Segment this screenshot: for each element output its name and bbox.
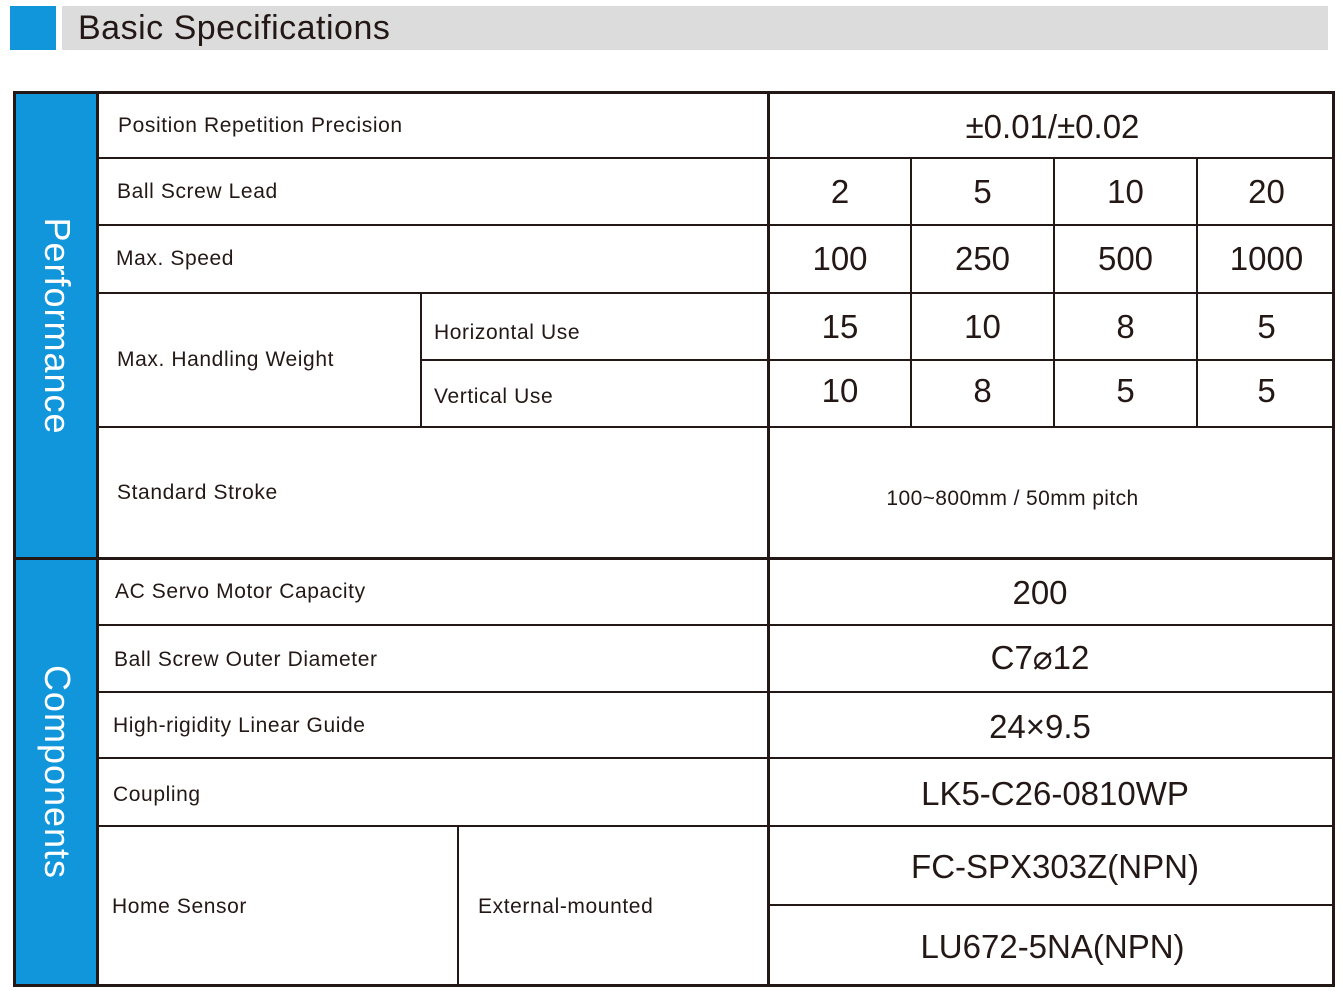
value-position-precision: ±0.01/±0.02 [965, 108, 1140, 145]
value-standard-stroke: 100~800mm / 50mm pitch [886, 486, 1139, 510]
value-vertical-2: 8 [973, 372, 992, 409]
value-ball-screw-diameter: C7⌀12 [990, 639, 1090, 676]
label-position-precision: Position Repetition Precision [118, 113, 403, 137]
label-ball-screw-diameter: Ball Screw Outer Diameter [114, 648, 378, 671]
value-horizontal-2: 10 [964, 307, 1001, 345]
section-components-label: Components [36, 664, 78, 880]
value-speed-3: 500 [1097, 240, 1154, 277]
section-performance-label: Performance [36, 216, 78, 435]
label-coupling: Coupling [113, 783, 201, 806]
label-max-handling-weight: Max. Handling Weight [117, 348, 335, 371]
value-home-sensor-2: LU672-5NA(NPN) [920, 927, 1185, 965]
section-components [16, 560, 97, 984]
value-horizontal-4: 5 [1257, 307, 1276, 345]
value-ac-servo-motor: 200 [1012, 574, 1068, 611]
value-lead-3: 10 [1107, 173, 1144, 210]
value-lead-1: 2 [830, 173, 850, 210]
label-standard-stroke: Standard Stroke [117, 480, 278, 504]
label-linear-guide: High-rigidity Linear Guide [113, 713, 366, 737]
value-horizontal-1: 15 [821, 307, 859, 345]
value-vertical-4: 5 [1257, 372, 1276, 409]
value-linear-guide: 24×9.5 [989, 708, 1091, 745]
value-speed-1: 100 [812, 240, 868, 277]
section-performance [16, 94, 97, 557]
value-vertical-3: 5 [1116, 372, 1135, 409]
page-title: Basic Specifications [78, 9, 391, 47]
column-divider [96, 91, 99, 987]
value-coupling: LK5-C26-0810WP [921, 775, 1189, 812]
label-ac-servo-motor: AC Servo Motor Capacity [115, 580, 366, 603]
value-vertical-1: 10 [821, 372, 859, 409]
label-vertical-use: Vertical Use [434, 385, 554, 408]
value-horizontal-3: 8 [1116, 307, 1135, 345]
label-horizontal-use: Horizontal Use [434, 321, 581, 344]
value-lead-4: 20 [1248, 173, 1285, 210]
value-home-sensor-1: FC-SPX303Z(NPN) [911, 847, 1199, 885]
column-divider [420, 292, 422, 427]
label-external-mounted: External-mounted [478, 895, 654, 918]
value-speed-4: 1000 [1229, 240, 1304, 277]
label-home-sensor: Home Sensor [112, 895, 247, 918]
value-lead-2: 5 [973, 173, 992, 210]
label-max-speed: Max. Speed [116, 247, 235, 270]
header-accent-block [10, 6, 56, 50]
label-ball-screw-lead: Ball Screw Lead [117, 179, 278, 203]
column-divider [457, 825, 459, 987]
value-speed-2: 250 [954, 240, 1011, 277]
row-divider [97, 426, 1335, 428]
